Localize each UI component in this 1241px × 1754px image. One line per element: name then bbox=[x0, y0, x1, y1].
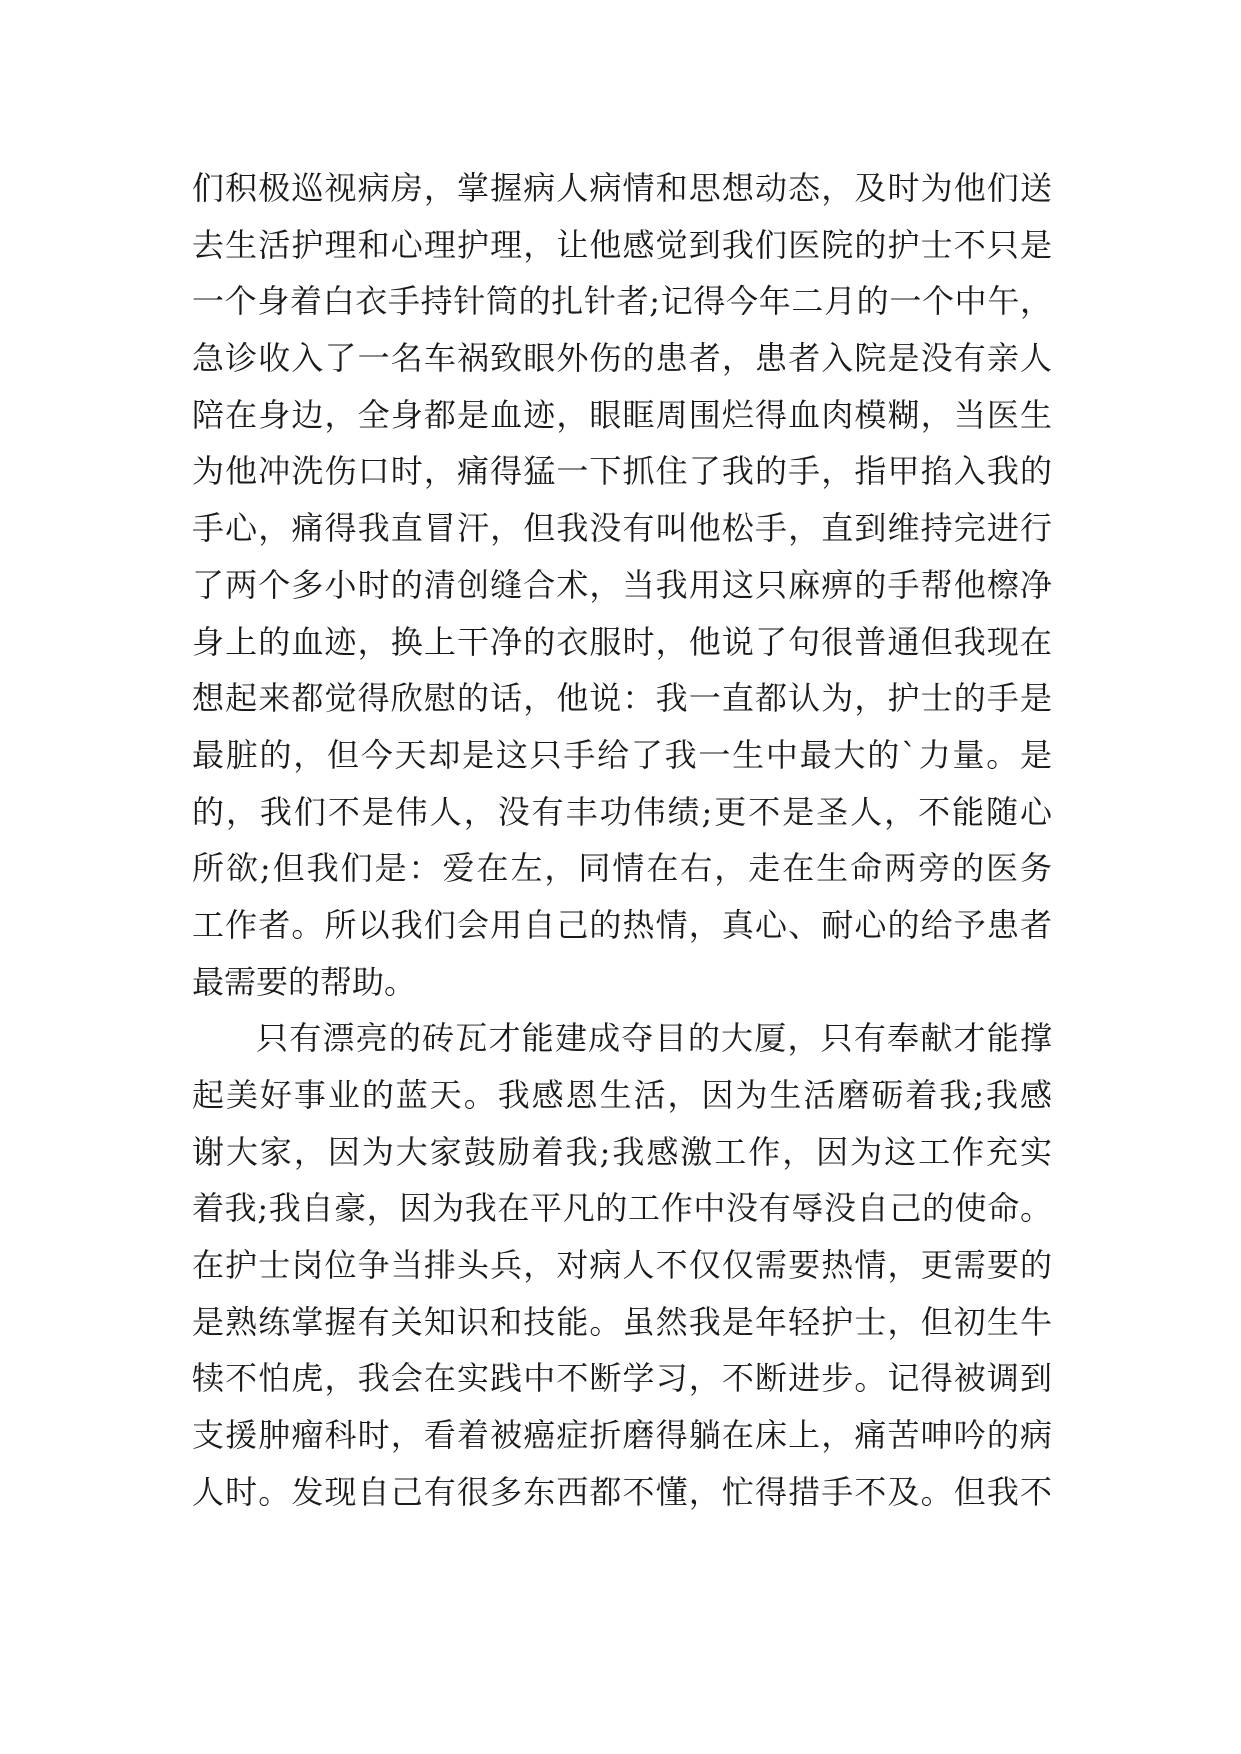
paragraph-2-line-3: 谢大家，因为大家鼓励着我;我感激工作，因为这工作充实 bbox=[192, 1132, 1052, 1171]
paragraph-1-line-11: 最脏的，但今天却是这只手给了我一生中最大的`力量。是 bbox=[192, 735, 1052, 774]
paragraph-1-line-12: 的，我们不是伟人，没有丰功伟绩;更不是圣人，不能随心 bbox=[192, 792, 1052, 831]
paragraph-1-line-15: 最需要的帮助。 bbox=[192, 962, 417, 1001]
paragraph-1-line-9: 身上的血迹，换上干净的衣服时，他说了句很普通但我现在 bbox=[192, 622, 1052, 661]
paragraph-1-line-5: 陪在身边，全身都是血迹，眼眶周围烂得血肉模糊，当医生 bbox=[192, 395, 1052, 434]
paragraph-2-line-8: 支援肿瘤科时，看着被癌症折磨得躺在床上，痛苦呻吟的病 bbox=[192, 1416, 1052, 1455]
paragraph-1-line-4: 急诊收入了一名车祸致眼外伤的患者，患者入院是没有亲人 bbox=[192, 339, 1052, 378]
paragraph-1-line-1: 们积极巡视病房，掌握病人病情和思想动态，及时为他们送 bbox=[192, 169, 1052, 207]
paragraph-2-line-4: 着我;我自豪，因为我在平凡的工作中没有辱没自己的使命。 bbox=[192, 1189, 1052, 1228]
paragraph-2-line-6: 是熟练掌握有关知识和技能。虽然我是年轻护士，但初生牛 bbox=[192, 1302, 1052, 1341]
paragraph-1-line-14: 工作者。所以我们会用自己的热情，真心、耐心的给予患者 bbox=[192, 905, 1052, 944]
paragraph-1-line-6: 为他冲洗伤口时，痛得猛一下抓住了我的手，指甲掐入我的 bbox=[192, 452, 1052, 491]
paragraph-1-line-2: 去生活护理和心理护理，让他感觉到我们医院的护士不只是 bbox=[192, 225, 1052, 264]
paragraph-1-line-13: 所欲;但我们是：爱在左，同情在右，走在生命两旁的医务 bbox=[192, 849, 1052, 888]
paragraph-2-line-2: 起美好事业的蓝天。我感恩生活，因为生活磨砺着我;我感 bbox=[192, 1076, 1052, 1114]
paragraph-1-line-10: 想起来都觉得欣慰的话，他说：我一直都认为，护士的手是 bbox=[192, 679, 1052, 718]
paragraph-2-line-9: 人时。发现自己有很多东西都不懂，忙得措手不及。但我不 bbox=[192, 1472, 1052, 1511]
paragraph-2-line-1: 只有漂亮的砖瓦才能建成夺目的大厦，只有奉献才能撑 bbox=[256, 1019, 1052, 1058]
paragraph-2-line-7: 犊不怕虎，我会在实践中不断学习，不断进步。记得被调到 bbox=[192, 1359, 1052, 1398]
paragraph-1-line-3: 一个身着白衣手持针筒的扎针者;记得今年二月的一个中午， bbox=[192, 282, 1052, 321]
paragraph-1-line-8: 了两个多小时的清创缝合术，当我用这只麻痹的手帮他檫净 bbox=[192, 565, 1052, 604]
document-body bbox=[192, 160, 1052, 1521]
paragraph-1-line-7: 手心，痛得我直冒汗，但我没有叫他松手，直到维持完进行 bbox=[192, 509, 1052, 548]
paragraph-2-line-5: 在护士岗位争当排头兵，对病人不仅仅需要热情，更需要的 bbox=[192, 1246, 1052, 1285]
